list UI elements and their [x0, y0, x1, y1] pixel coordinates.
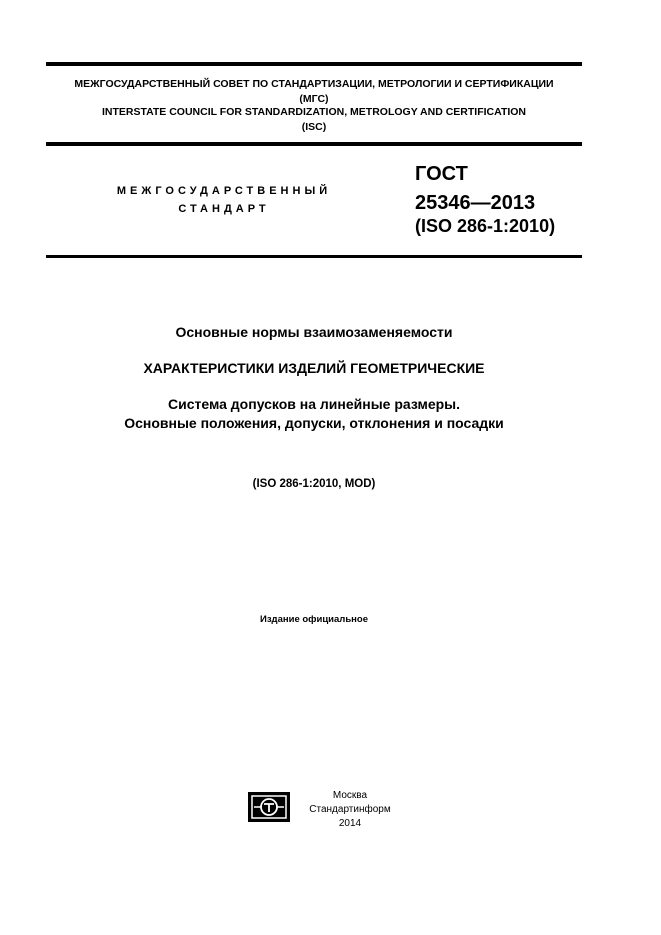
publisher-city: Москва	[332, 790, 368, 801]
main-title: Основные нормы взаимозаменяемости	[175, 324, 453, 340]
publisher-year: 2014	[338, 818, 362, 829]
standartinform-logo-svg	[248, 792, 290, 822]
top-rule	[46, 62, 582, 66]
description-line1: Система допусков на линейные размеры.	[167, 396, 461, 412]
council-ru-abbr: (МГС)	[299, 93, 329, 105]
gost-label: ГОСТ	[415, 163, 468, 185]
publisher-name: Стандартинформ	[309, 804, 391, 815]
standartinform-logo-icon	[248, 792, 290, 822]
gost-iso-designation: (ISO 286-1:2010)	[415, 216, 556, 236]
standard-type-line1: МЕЖГОСУДАРСТВЕННЫЙ	[116, 185, 332, 197]
standard-type-line2: СТАНДАРТ	[178, 203, 270, 215]
sub-title: ХАРАКТЕРИСТИКИ ИЗДЕЛИЙ ГЕОМЕТРИЧЕСКИЕ	[143, 360, 485, 376]
council-en-name: INTERSTATE COUNCIL FOR STANDARDIZATION, METROLOGY AND CERTIFICATION	[101, 106, 527, 118]
council-ru-name: МЕЖГОСУДАРСТВЕННЫЙ СОВЕТ ПО СТАНДАРТИЗАЦИИ, МЕТРОЛОГИИ И СЕРТИФИКАЦИИ	[74, 78, 554, 90]
publisher-block	[300, 789, 400, 831]
header-rule	[46, 142, 582, 146]
iso-reference: (ISO 286-1:2010, MOD)	[252, 478, 376, 490]
edition-label: Издание официальное	[260, 614, 368, 625]
council-en	[46, 105, 582, 135]
designation-rule	[46, 255, 582, 258]
gost-number: 25346—2013	[415, 192, 536, 214]
description-line2: Основные положения, допуски, отклонения и посадки	[124, 415, 504, 431]
council-ru	[46, 77, 582, 107]
council-en-abbr: (ISC)	[301, 121, 327, 133]
